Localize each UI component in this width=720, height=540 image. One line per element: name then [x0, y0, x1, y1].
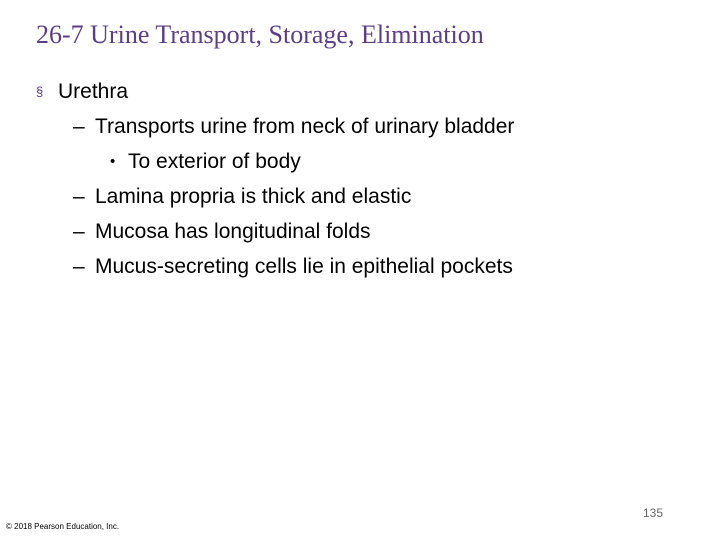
sub-sub-bullet-text: To exterior of body [128, 150, 301, 173]
dash-bullet-icon: – [73, 255, 85, 278]
sub-bullet-item [36, 109, 686, 144]
sub-sub-bullet-item [36, 144, 686, 179]
page-number: 135 [642, 506, 663, 520]
bullet-list [36, 74, 686, 284]
dot-bullet-icon: • [110, 153, 116, 170]
sub-bullet-text: Transports urine from neck of urinary bladder [95, 115, 515, 138]
sub-bullet-text: Mucus-secreting cells lie in epithelial pockets [95, 255, 513, 278]
dash-bullet-icon: – [73, 220, 85, 243]
sub-bullet-text: Mucosa has longitudinal folds [95, 220, 371, 243]
dash-bullet-icon: – [73, 115, 85, 138]
copyright-notice: © 2018 Pearson Education, Inc. [6, 522, 120, 531]
dash-bullet-icon: – [73, 185, 85, 208]
section-bullet-icon: § [36, 84, 44, 99]
bullet-item [36, 74, 686, 109]
sub-bullet-item [36, 179, 686, 214]
sub-bullet-text: Lamina propria is thick and elastic [95, 185, 412, 208]
bullet-text: Urethra [58, 80, 129, 103]
sub-bullet-item [36, 249, 686, 284]
sub-bullet-item [36, 214, 686, 249]
slide-title: 26-7 Urine Transport, Storage, Elimination [36, 20, 484, 49]
